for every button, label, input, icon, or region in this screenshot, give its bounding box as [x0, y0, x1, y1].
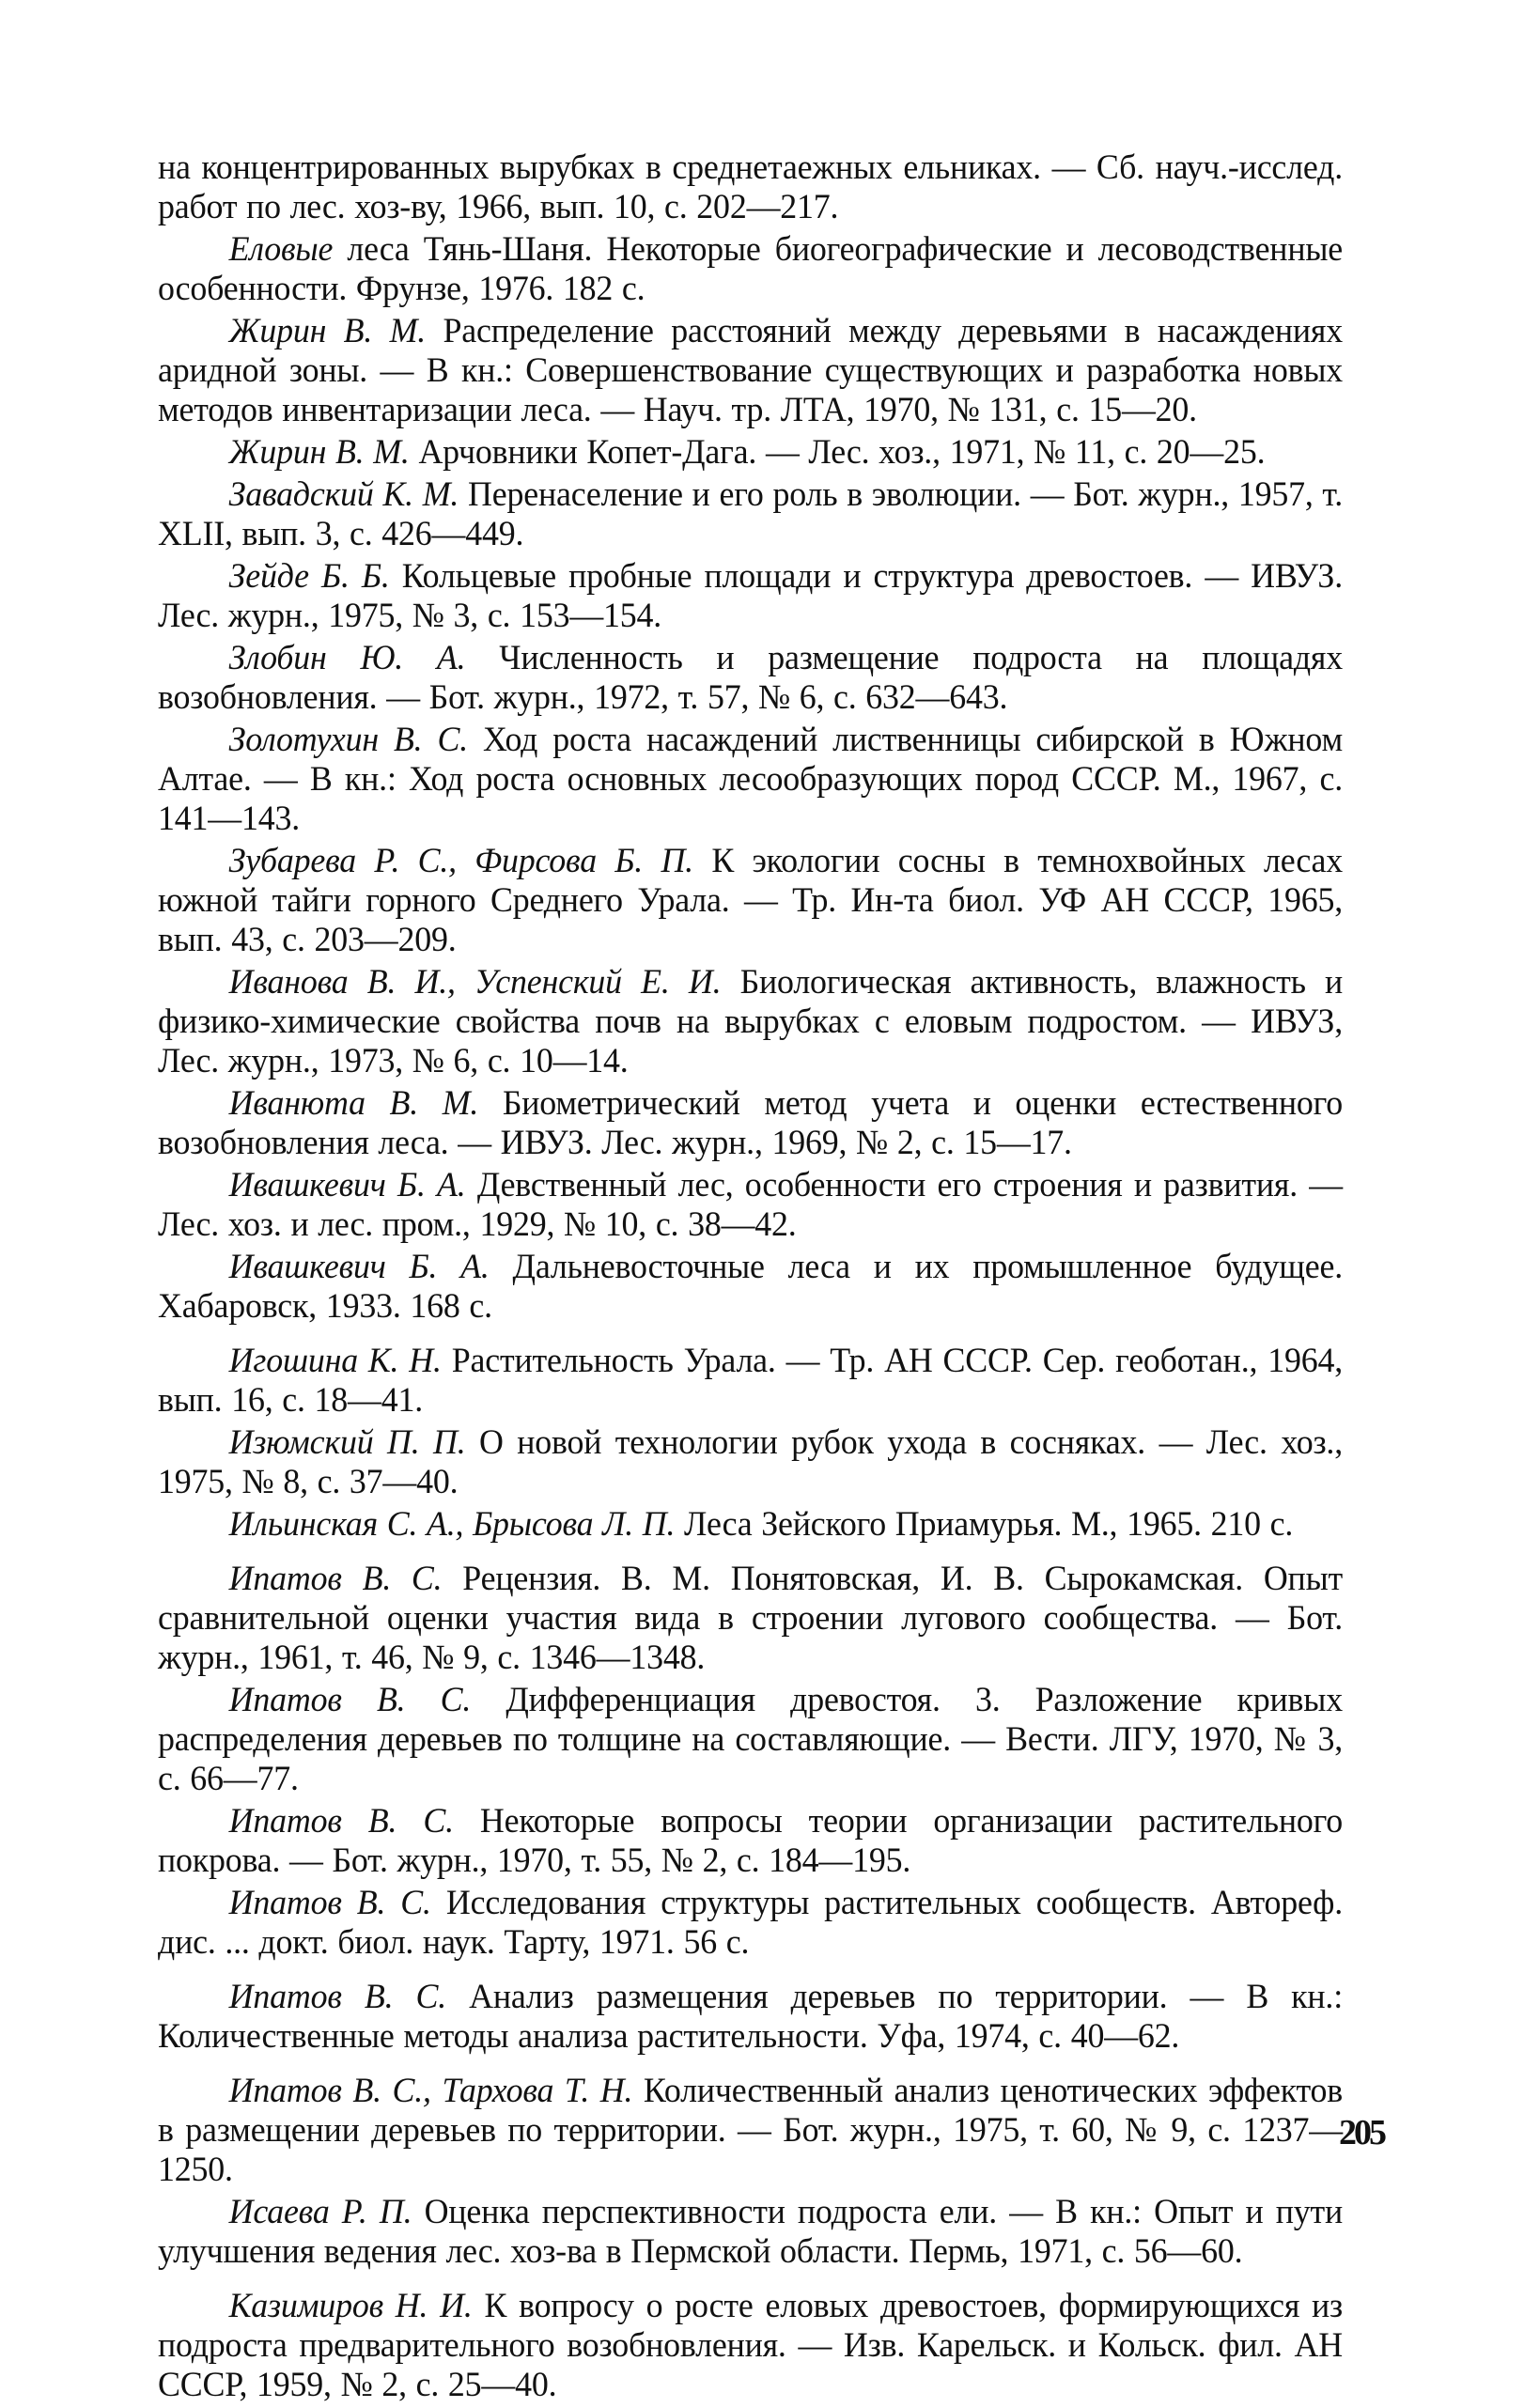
entry-author: Изюмский П. П. — [228, 1423, 466, 1462]
bibliography-entry — [158, 1802, 1343, 1881]
entry-text: Численность и размещение подроста на площадях возобновления. — Бот. журн., 1972, т. 57, № 6, с. 632—643. — [158, 639, 1343, 717]
entry-text: Биометрический метод учета и оценки естественного возобновления леса. — ИВУЗ. Лес. журн., 1969, № 2, с. 15—17. — [158, 1084, 1343, 1162]
bibliography-entry — [158, 557, 1343, 636]
bibliography-entry — [158, 2287, 1343, 2405]
entry-author: Ипатов В. С. — [228, 1802, 454, 1841]
bibliography-entry — [158, 433, 1343, 473]
entry-text: Дифференциация древостоя. 3. Разложение кривых распределения деревьев по толщине на составляющие. — Вести. ЛГУ, 1970, № 3, с. 66—77. — [158, 1681, 1343, 1798]
entry-author: Ильинская С. А., Брысова Л. П. — [228, 1505, 676, 1544]
entry-text: Ход роста насаждений лиственницы сибирской в Южном Алтае. — В кн.: Ход роста основных лесообразующих пород СССР. М., 1967, с. 141—143. — [158, 721, 1343, 838]
entry-author: Иванова В. И., Успенский Е. И. — [228, 963, 722, 1002]
entry-author: Игошина К. Н. — [228, 1342, 442, 1380]
entry-text: Дальневосточные леса и их промышленное будущее. Хабаровск, 1933. 168 с. — [158, 1248, 1343, 1326]
entry-author: Жирин В. М. — [228, 433, 410, 472]
bibliography-entry — [158, 1248, 1343, 1327]
entry-text: К экологии сосны в темнохвойных лесах южной тайги горного Среднего Урала. — Тр. Ин-та биол. УФ АН СССР, 1965, вып. 43, с. 203—209. — [158, 842, 1344, 959]
entry-text: Перенаселение и его роль в эволюции. — Бот. журн., 1957, т. XLII, вып. 3, с. 426—449. — [158, 475, 1344, 553]
entry-author: Исаева Р. П. — [228, 2193, 412, 2231]
bibliography-entry — [158, 963, 1343, 1081]
bibliography-entry — [158, 1884, 1343, 1963]
entry-text: леса Тянь-Шаня. Некоторые биогеографические и лесоводственные особенности. Фрунзе, 1976. 182 с. — [158, 230, 1344, 308]
entry-author: Ипатов В. С. — [228, 1884, 431, 1922]
bibliography-entry — [158, 721, 1343, 839]
bibliography-entry — [158, 1505, 1343, 1545]
entry-author: Казимиров Н. И. — [228, 2287, 473, 2325]
entry-text: Исследования структуры растительных сообществ. Автореф. дис. ... докт. биол. наук. Тарту, 1971. 56 с. — [158, 1884, 1344, 1962]
bibliography-entry — [158, 475, 1343, 554]
entry-text: О новой технологии рубок ухода в сосняках. — Лес. хоз., 1975, № 8, с. 37—40. — [158, 1423, 1343, 1501]
entry-author: Завадский К. М. — [228, 475, 459, 514]
bibliography-entry — [158, 1560, 1343, 1678]
bibliography-entry — [158, 1084, 1343, 1163]
entry-author: Ипатов В. С. — [228, 1978, 447, 2016]
entry-text: Девственный лес, особенности его строения и развития. — Лес. хоз. и лес. пром., 1929, № 10, с. 38—42. — [158, 1166, 1343, 1244]
bibliography-page — [158, 148, 1379, 2408]
entry-text: Биологическая активность, влажность и физико-химические свойства почв на вырубках с еловым подростом. — ИВУЗ, Лес. журн., 1973, № 6, с. 10—14. — [158, 963, 1343, 1080]
bibliography-entry — [158, 148, 1343, 227]
entry-text: Распределение расстояний между деревьями в насаждениях аридной зоны. — В кн.: Совершенствование существующих и разработка новых методов инвентаризации леса. — Науч. тр. ЛТА, 1970, № 131, с. 15—20. — [158, 312, 1343, 429]
bibliography-entry — [158, 1681, 1343, 1799]
entry-author: Злобин Ю. А. — [228, 639, 466, 677]
bibliography-entry — [158, 1342, 1343, 1421]
entry-author: Жирин В. М. — [228, 312, 427, 350]
bibliography-entry — [158, 639, 1343, 718]
entry-text: Леса Зейского Приамурья. М., 1965. 210 с. — [675, 1505, 1294, 1544]
entry-author: Ипатов В. С. — [228, 1560, 443, 1598]
page-number: 205 — [1339, 2113, 1384, 2152]
entry-author: Иванюта В. М. — [228, 1084, 479, 1123]
entry-text: К вопросу о росте еловых древостоев, формирующихся из подроста предварительного возобновления. — Изв. Карельск. и Кольск. фил. АН СССР, 1959, № 2, с. 25—40. — [158, 2287, 1344, 2404]
entry-author: Ипатов В. С. — [228, 1681, 472, 1719]
entry-author: Ипатов В. С., Тархова Т. Н. — [228, 2072, 633, 2110]
entry-author: Зейде Б. Б. — [228, 557, 390, 596]
bibliography-entry — [158, 1978, 1343, 2057]
entry-text: Арчовники Копет-Дага. — Лес. хоз., 1971, № 11, с. 20—25. — [409, 433, 1266, 472]
entry-text: Оценка перспективности подроста ели. — В кн.: Опыт и пути улучшения ведения лес. хоз-ва в Пермской области. Пермь, 1971, с. 56—60. — [158, 2193, 1343, 2271]
bibliography-entry — [158, 312, 1343, 430]
bibliography-entry — [158, 2072, 1343, 2190]
entry-text: Кольцевые пробные площади и структура древостоев. — ИВУЗ. Лес. журн., 1975, № 3, с. 153—154. — [158, 557, 1343, 635]
entry-text: на концентрированных вырубках в среднетаежных ельниках. — Сб. науч.-исслед. работ по лес. хоз-ву, 1966, вып. 10, с. 202—217. — [158, 148, 1343, 226]
entry-text: Количественный анализ ценотических эффектов в размещении деревьев по территории. — Бот. журн., 1975, т. 60, № 9, с. 1237—1250. — [158, 2072, 1343, 2189]
bibliography-entry — [158, 230, 1343, 309]
bibliography-entry — [158, 842, 1343, 960]
bibliography-entry — [158, 2193, 1343, 2272]
entry-text: Анализ размещения деревьев по территории. — В кн.: Количественные методы анализа растительности. Уфа, 1974, с. 40—62. — [158, 1978, 1344, 2056]
entry-text: Некоторые вопросы теории организации растительного покрова. — Бот. журн., 1970, т. 55, № 2, с. 184—195. — [158, 1802, 1343, 1880]
entry-author: Ивашкевич Б. А. — [228, 1248, 490, 1286]
entry-author: Ивашкевич Б. А. — [228, 1166, 466, 1204]
entry-author: Еловые — [228, 230, 334, 269]
entry-text: Растительность Урала. — Тр. АН СССР. Сер. геоботан., 1964, вып. 16, с. 18—41. — [158, 1342, 1343, 1420]
entry-text: Рецензия. В. М. Понятовская, И. В. Сырокамская. Опыт сравнительной оценки участия вида в строении лугового сообщества. — Бот. журн., 1961, т. 46, № 9, с. 1346—1348. — [158, 1560, 1343, 1677]
entry-author: Золотухин В. С. — [228, 721, 468, 759]
bibliography-entry — [158, 1166, 1343, 1245]
bibliography-entry — [158, 1423, 1343, 1502]
entry-author: Зубарева Р. С., Фирсова Б. П. — [228, 842, 693, 880]
